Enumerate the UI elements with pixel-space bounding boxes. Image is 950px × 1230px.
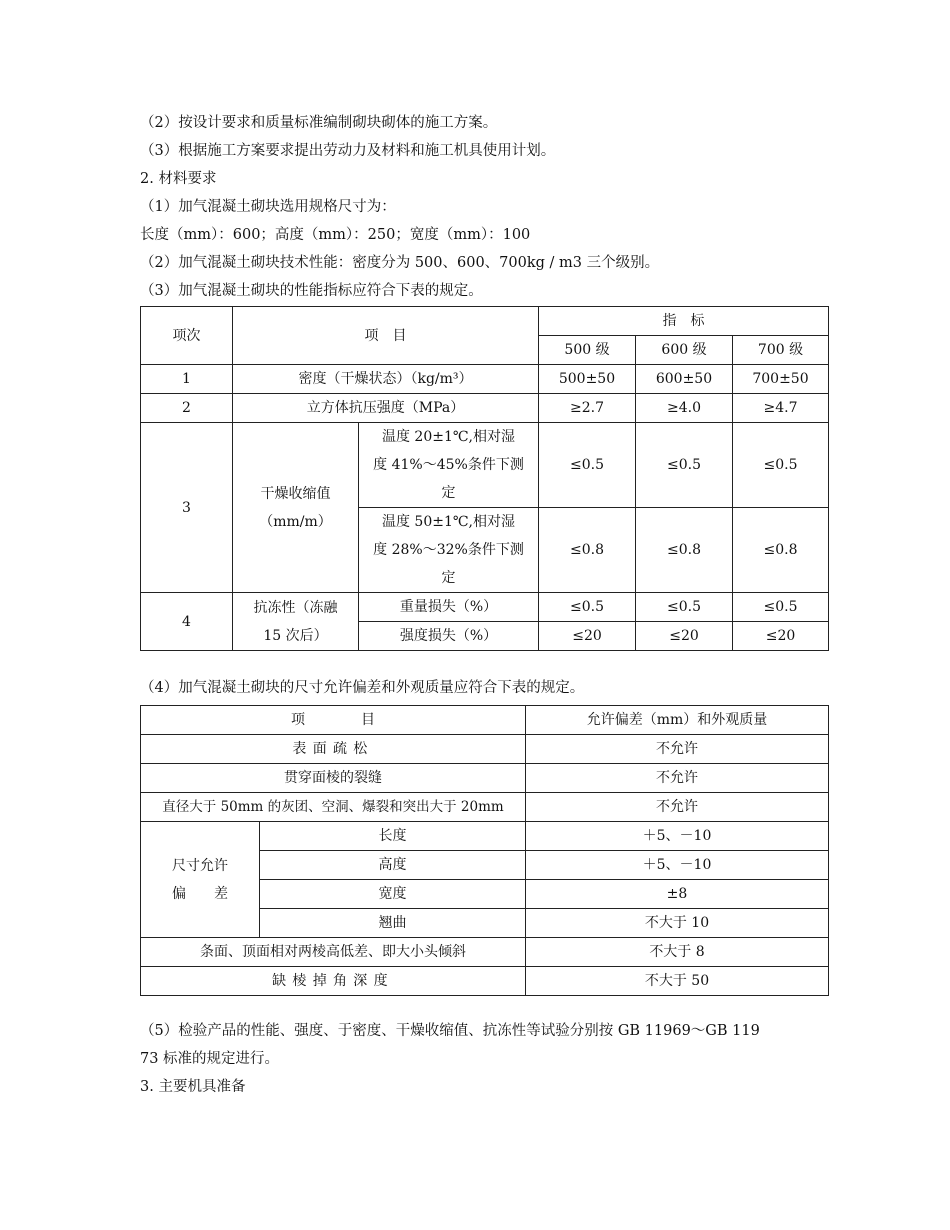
value-cell: ≤0.5 (636, 423, 733, 508)
header-item-no: 项次 (141, 307, 233, 365)
item-name: 干燥收缩值 （mm/m） (233, 423, 359, 593)
value-cell: 600±50 (636, 365, 733, 394)
item-name: 条面、顶面相对两棱高低差、即大小头倾斜 (141, 938, 526, 967)
table-header-row (141, 307, 829, 336)
value-cell: 不允许 (526, 735, 829, 764)
item-name: 直径大于 50mm 的灰团、空洞、爆裂和突出大于 20mm (141, 793, 526, 822)
paragraph-3: （3）根据施工方案要求提出劳动力及材料和施工机具使用计划。 (140, 143, 556, 159)
table-row (141, 593, 829, 622)
table-row (141, 735, 829, 764)
value-cell: ≤0.5 (539, 423, 636, 508)
tolerance-table (140, 705, 829, 996)
grade-700: 700 级 (733, 336, 829, 365)
material-item-4: （4）加气混凝土砌块的尺寸允许偏差和外观质量应符合下表的规定。 (140, 680, 585, 696)
sub-item: 长度 (260, 822, 526, 851)
value-cell: ≤0.8 (539, 508, 636, 593)
material-item-1: （1）加气混凝土砌块选用规格尺寸为： (140, 199, 396, 215)
section-heading-tools: 3. 主要机具准备 (140, 1079, 246, 1095)
item-no: 1 (141, 365, 233, 394)
sub-item: 高度 (260, 851, 526, 880)
material-item-5-line-2: 73 标准的规定进行。 (140, 1051, 280, 1067)
item-name: 贯穿面棱的裂缝 (141, 764, 526, 793)
table-row (141, 764, 829, 793)
value-cell: ≥2.7 (539, 394, 636, 423)
value-cell: 不大于 10 (526, 909, 829, 938)
value-cell: ≥4.7 (733, 394, 829, 423)
item-name: 表面疏松 (141, 735, 526, 764)
value-cell: ≤0.5 (636, 593, 733, 622)
section-heading-materials: 2. 材料要求 (140, 171, 217, 187)
table-row (141, 967, 829, 996)
item-no: 4 (141, 593, 233, 651)
table-row (141, 394, 829, 423)
value-cell: 500±50 (539, 365, 636, 394)
condition-cell: 强度损失（%） (359, 622, 539, 651)
item-name: 缺棱掉角深度 (141, 967, 526, 996)
table-row (141, 793, 829, 822)
table-row (141, 938, 829, 967)
item-no: 3 (141, 423, 233, 593)
value-cell: ＋5、－10 (526, 822, 829, 851)
paragraph-2: （2）按设计要求和质量标准编制砌块砌体的施工方案。 (140, 115, 498, 131)
condition-cell: 温度 20±1℃,相对湿 度 41%～45%条件下测 定 (359, 423, 539, 508)
material-dimensions: 长度（mm）：600；高度（mm）：250；宽度（mm）：100 (140, 227, 531, 243)
header-item: 项 目 (141, 706, 526, 735)
value-cell: ≤0.5 (539, 593, 636, 622)
value-cell: ≤0.5 (733, 593, 829, 622)
value-cell: ≥4.0 (636, 394, 733, 423)
performance-table (140, 306, 829, 651)
value-cell: ≤0.5 (733, 423, 829, 508)
sub-item: 翘曲 (260, 909, 526, 938)
table-header-row (141, 706, 829, 735)
condition-cell: 重量损失（%） (359, 593, 539, 622)
value-cell: ＋5、－10 (526, 851, 829, 880)
table-row (141, 822, 829, 851)
item-no: 2 (141, 394, 233, 423)
grade-500: 500 级 (539, 336, 636, 365)
value-cell: 不大于 8 (526, 938, 829, 967)
header-index: 指 标 (539, 307, 829, 336)
sub-item: 宽度 (260, 880, 526, 909)
material-item-5-line-1: （5）检验产品的性能、强度、于密度、干燥收缩值、抗冻性等试验分别按 GB 11969～GB 119 (140, 1023, 760, 1039)
value-cell: 700±50 (733, 365, 829, 394)
value-cell: 不允许 (526, 764, 829, 793)
value-cell: ≤0.8 (636, 508, 733, 593)
value-cell: 不大于 50 (526, 967, 829, 996)
item-name: 密度（干燥状态）（kg/m³） (233, 365, 539, 394)
value-cell: ≤0.8 (733, 508, 829, 593)
header-item: 项 目 (233, 307, 539, 365)
value-cell: 不允许 (526, 793, 829, 822)
material-item-2: （2）加气混凝土砌块技术性能：密度分为 500、600、700kg / m3 三个级别。 (140, 255, 660, 271)
material-item-3: （3）加气混凝土砌块的性能指标应符合下表的规定。 (140, 283, 483, 299)
item-name: 立方体抗压强度（MPa） (233, 394, 539, 423)
value-cell: ±8 (526, 880, 829, 909)
group-label: 尺寸允许 偏 差 (141, 822, 260, 938)
header-tolerance: 允许偏差（mm）和外观质量 (526, 706, 829, 735)
table-row (141, 365, 829, 394)
value-cell: ≤20 (539, 622, 636, 651)
value-cell: ≤20 (636, 622, 733, 651)
item-name: 抗冻性（冻融 15 次后） (233, 593, 359, 651)
condition-cell: 温度 50±1℃,相对湿 度 28%～32%条件下测 定 (359, 508, 539, 593)
grade-600: 600 级 (636, 336, 733, 365)
value-cell: ≤20 (733, 622, 829, 651)
table-row (141, 423, 829, 508)
